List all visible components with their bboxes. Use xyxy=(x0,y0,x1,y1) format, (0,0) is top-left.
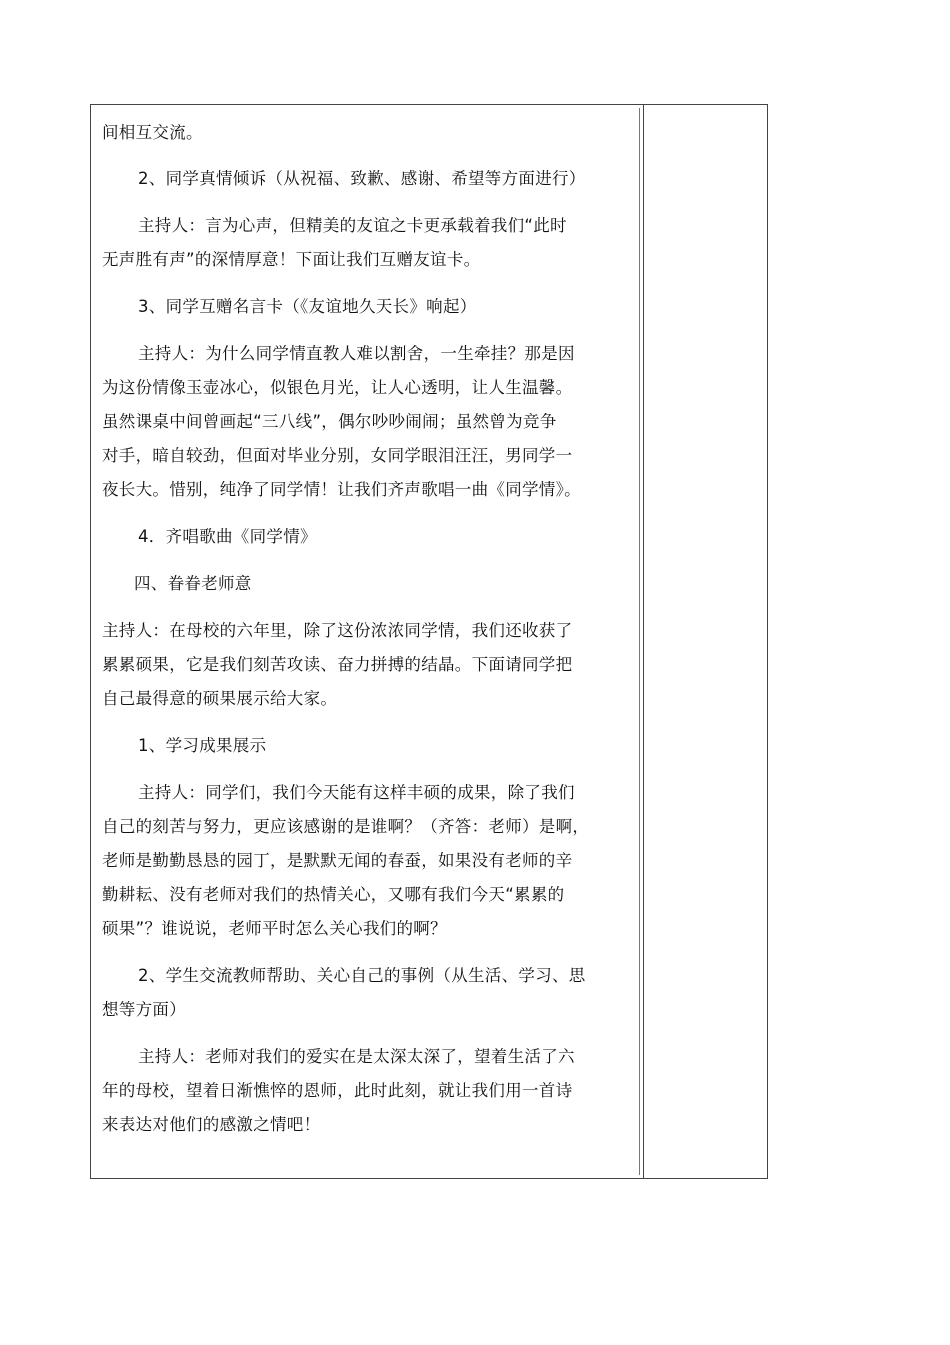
text-line: 主持人：同学们，我们今天能有这样丰硕的成果，除了我们 xyxy=(138,783,575,802)
text-line: 老师是勤勤恳恳的园丁，是默默无闻的春蚕，如果没有老师的辛 xyxy=(102,851,573,870)
text-line: 2、同学真情倾诉（从祝福、致歉、感谢、希望等方面进行） xyxy=(138,169,586,188)
paragraph xyxy=(102,290,632,324)
text-line: 主持人：在母校的六年里，除了这份浓浓同学情，我们还收获了 xyxy=(102,621,573,640)
text-line: 主持人：为什么同学情直教人难以割舍，一生牵挂？那是因 xyxy=(138,344,575,363)
text-line: 主持人：老师对我们的爱实在是太深太深了，望着生活了六 xyxy=(138,1047,575,1066)
text-line: 自己的刻苦与努力，更应该感谢的是谁啊？（齐答：老师）是啊， xyxy=(102,817,590,836)
text-line: 主持人：言为心声，但精美的友谊之卡更承载着我们“此时 xyxy=(138,216,567,235)
text-line: 2、学生交流教师帮助、关心自己的事例（从生活、学习、思 xyxy=(138,966,586,985)
paragraph xyxy=(102,116,632,150)
column-divider xyxy=(643,105,644,1178)
text-line: 来表达对他们的感激之情吧！ xyxy=(102,1115,321,1134)
paragraph xyxy=(102,567,632,601)
paragraph xyxy=(102,162,632,196)
text-line: 四、眷眷老师意 xyxy=(134,574,252,593)
main-content-cell xyxy=(94,108,640,1175)
text-line: 夜长大。惜别，纯净了同学情！让我们齐声歌唱一曲《同学情》。 xyxy=(102,480,581,499)
document-body xyxy=(102,116,632,1142)
paragraph xyxy=(102,776,632,946)
text-line: 无声胜有声”的深情厚意！下面让我们互赠友谊卡。 xyxy=(102,250,481,269)
text-line: 年的母校，望着日渐憔悴的恩师，此时此刻，就让我们用一首诗 xyxy=(102,1081,573,1100)
paragraph xyxy=(102,209,632,277)
text-line: 为这份情像玉壶冰心，似银色月光，让人心透明，让人生温馨。 xyxy=(102,378,573,397)
text-line: 累累硕果，它是我们刻苦攻读、奋力拼搏的结晶。下面请同学把 xyxy=(102,655,573,674)
content-table xyxy=(90,104,768,1179)
text-line: 勤耕耘、没有老师对我们的热情关心，又哪有我们今天“累累的 xyxy=(102,885,565,904)
text-line: 想等方面） xyxy=(102,1000,186,1019)
paragraph xyxy=(102,520,632,554)
text-line: 3、同学互赠名言卡（《友谊地久天长》响起） xyxy=(138,297,477,316)
paragraph xyxy=(102,1040,632,1142)
paragraph xyxy=(102,614,632,716)
text-line: 4．齐唱歌曲《同学情》 xyxy=(138,527,317,546)
text-line: 自己最得意的硕果展示给大家。 xyxy=(102,689,338,708)
text-line: 1、学习成果展示 xyxy=(138,736,267,755)
text-line: 间相互交流。 xyxy=(102,123,203,142)
text-line: 虽然课桌中间曾画起“三八线”，偶尔吵吵闹闹；虽然曾为竞争 xyxy=(102,412,557,431)
text-line: 硕果”？谁说说，老师平时怎么关心我们的啊？ xyxy=(102,919,447,938)
paragraph xyxy=(102,729,632,763)
text-line: 对手，暗自较劲，但面对毕业分别，女同学眼泪汪汪，男同学一 xyxy=(102,446,573,465)
paragraph xyxy=(102,959,632,1027)
paragraph xyxy=(102,337,632,507)
